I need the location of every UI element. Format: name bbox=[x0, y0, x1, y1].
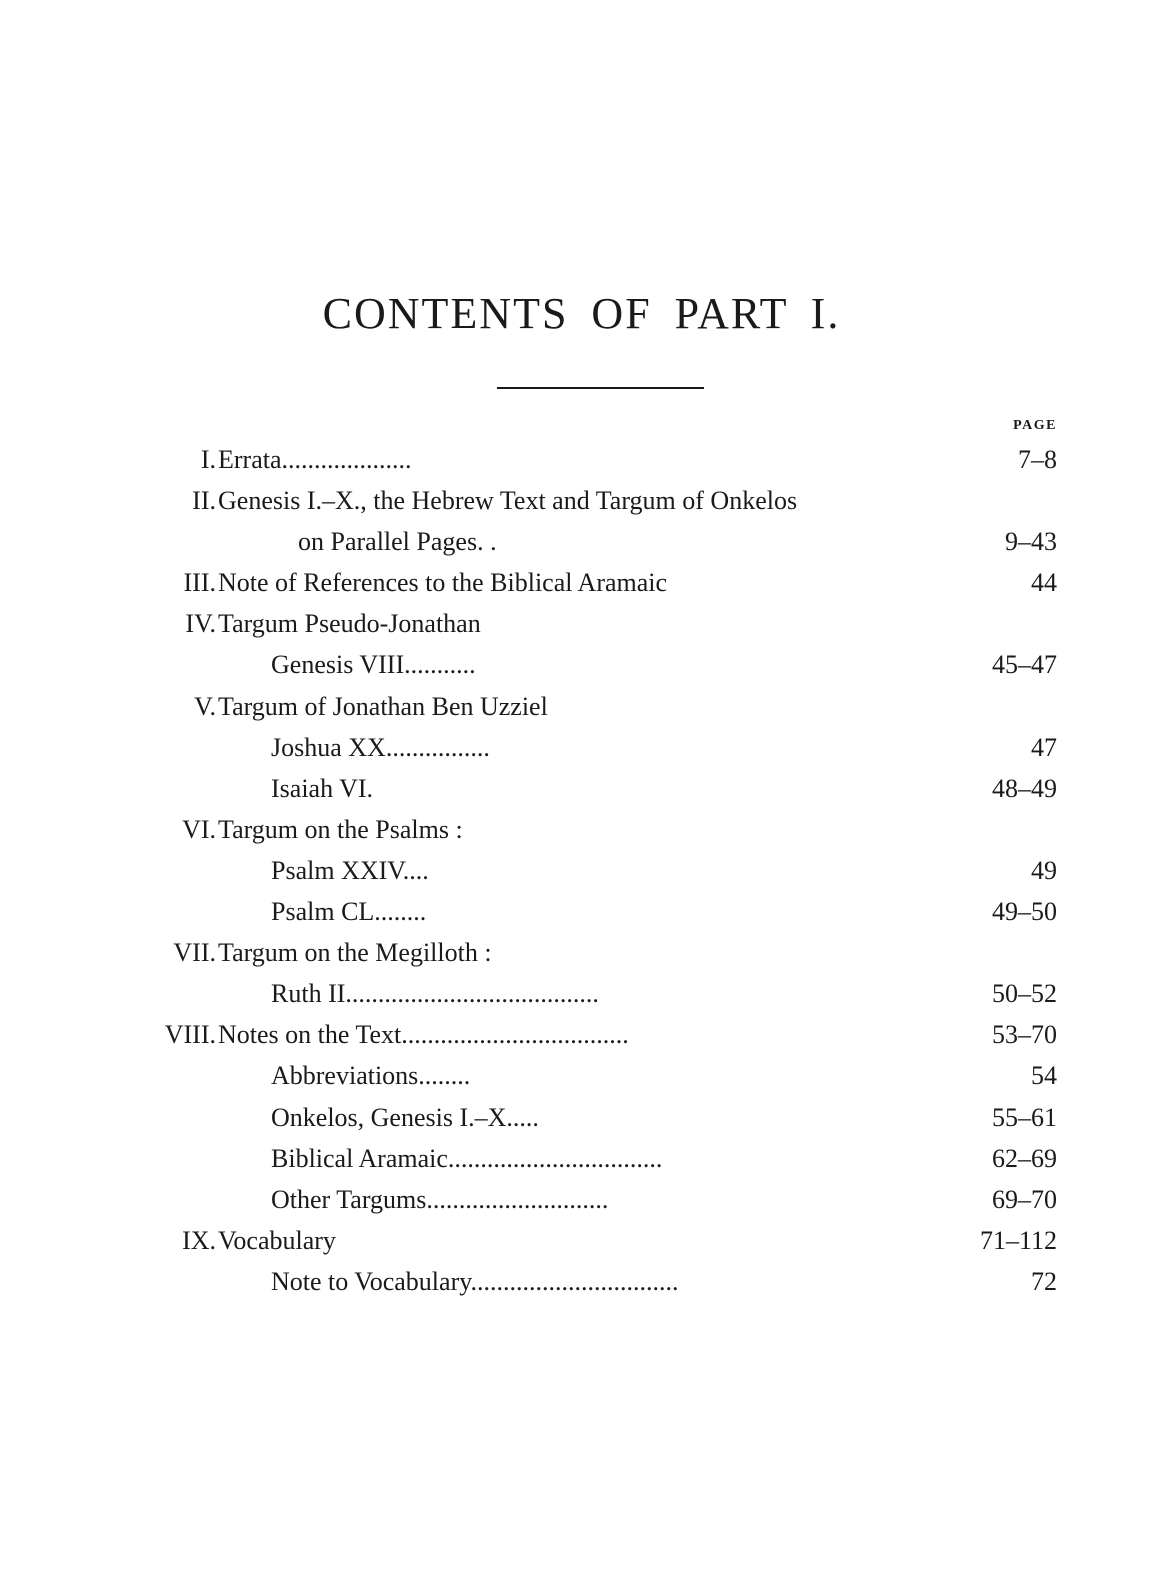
entry-number: IX. bbox=[182, 1225, 216, 1255]
entry-number: I. bbox=[200, 445, 216, 474]
page-column-header: PAGE bbox=[1013, 418, 1057, 433]
contents-entry bbox=[0, 686, 1163, 727]
contents-entry bbox=[0, 1220, 1163, 1261]
contents-entry bbox=[0, 1138, 1163, 1179]
contents-entry bbox=[0, 891, 1163, 932]
entry-page: 49–50 bbox=[992, 897, 1057, 927]
contents-entry bbox=[0, 480, 1163, 521]
entry-page: 55–61 bbox=[992, 1102, 1057, 1132]
entry-title: Onkelos, Genesis I.–X..... bbox=[271, 1102, 539, 1132]
entry-title: Vocabulary bbox=[218, 1225, 336, 1255]
entry-number: VI. bbox=[182, 814, 216, 844]
entry-title: Targum on the Megilloth : bbox=[218, 938, 492, 968]
entry-page: 71–112 bbox=[979, 1225, 1057, 1255]
entry-title: Genesis I.–X., the Hebrew Text and Targum of Onkelos bbox=[218, 486, 798, 516]
entry-page: 9–43 bbox=[1005, 527, 1057, 557]
contents-entry bbox=[0, 1261, 1163, 1302]
entry-title: Targum of Jonathan Ben Uzziel bbox=[218, 691, 548, 721]
entry-page: 53–70 bbox=[992, 1020, 1057, 1050]
contents-entry bbox=[0, 932, 1163, 973]
entry-title: Abbreviations........ bbox=[271, 1061, 471, 1091]
entry-page: 44 bbox=[1031, 568, 1057, 598]
entry-title: Other Targums............................ bbox=[271, 1184, 609, 1214]
entry-number: II. bbox=[192, 486, 216, 516]
contents-entry bbox=[0, 521, 1163, 562]
entry-title: Targum Pseudo-Jonathan bbox=[218, 609, 481, 639]
entry-title: Targum on the Psalms : bbox=[218, 814, 463, 844]
contents-entry bbox=[0, 644, 1163, 685]
entry-title: Biblical Aramaic................................. bbox=[271, 1143, 663, 1173]
entry-title: on Parallel Pages. . bbox=[298, 527, 497, 557]
contents-entry bbox=[0, 603, 1163, 644]
entry-page: 69–70 bbox=[992, 1184, 1057, 1214]
entry-page: 49 bbox=[1031, 855, 1057, 885]
entry-title: Psalm CL........ bbox=[271, 897, 427, 927]
entry-number: VII. bbox=[173, 938, 216, 968]
entry-number: VIII. bbox=[164, 1020, 216, 1050]
entry-number: IV. bbox=[185, 609, 216, 639]
entry-page: 50–52 bbox=[992, 979, 1057, 1009]
entry-title: Joshua XX................ bbox=[271, 732, 490, 762]
contents-entry bbox=[0, 439, 1163, 480]
contents-entry bbox=[0, 973, 1163, 1014]
contents-entry bbox=[0, 1097, 1163, 1138]
title-divider bbox=[497, 387, 704, 389]
entry-title: Errata.................... bbox=[218, 445, 412, 474]
entry-title: Note of References to the Biblical Aramaic bbox=[218, 568, 668, 598]
entry-title: Notes on the Text................................... bbox=[218, 1020, 629, 1050]
contents-entry bbox=[0, 768, 1163, 809]
entry-title: Isaiah VI. bbox=[271, 773, 374, 803]
entry-title: Genesis VIII........... bbox=[271, 650, 476, 680]
page-title: CONTENTS OF PART I. bbox=[322, 289, 841, 338]
contents-entry bbox=[0, 562, 1163, 603]
contents-list bbox=[0, 439, 1163, 1302]
entry-page: 54 bbox=[1031, 1061, 1057, 1091]
contents-entry bbox=[0, 1014, 1163, 1055]
contents-entry bbox=[0, 1179, 1163, 1220]
entry-title: Ruth II....................................... bbox=[271, 979, 599, 1009]
entry-page: 62–69 bbox=[992, 1143, 1057, 1173]
entry-number: III. bbox=[183, 568, 216, 598]
entry-page: 48–49 bbox=[992, 773, 1057, 803]
contents-entry bbox=[0, 850, 1163, 891]
entry-number: V. bbox=[194, 691, 216, 721]
entry-title: Psalm XXIV.... bbox=[271, 855, 429, 885]
contents-entry bbox=[0, 727, 1163, 768]
contents-entry bbox=[0, 1055, 1163, 1096]
entry-page: 72 bbox=[1031, 1266, 1057, 1296]
entry-page: 45–47 bbox=[992, 650, 1057, 680]
entry-title: Note to Vocabulary................................ bbox=[271, 1266, 679, 1296]
entry-page: 47 bbox=[1031, 732, 1057, 762]
contents-entry bbox=[0, 809, 1163, 850]
entry-page: 7–8 bbox=[1018, 445, 1057, 474]
